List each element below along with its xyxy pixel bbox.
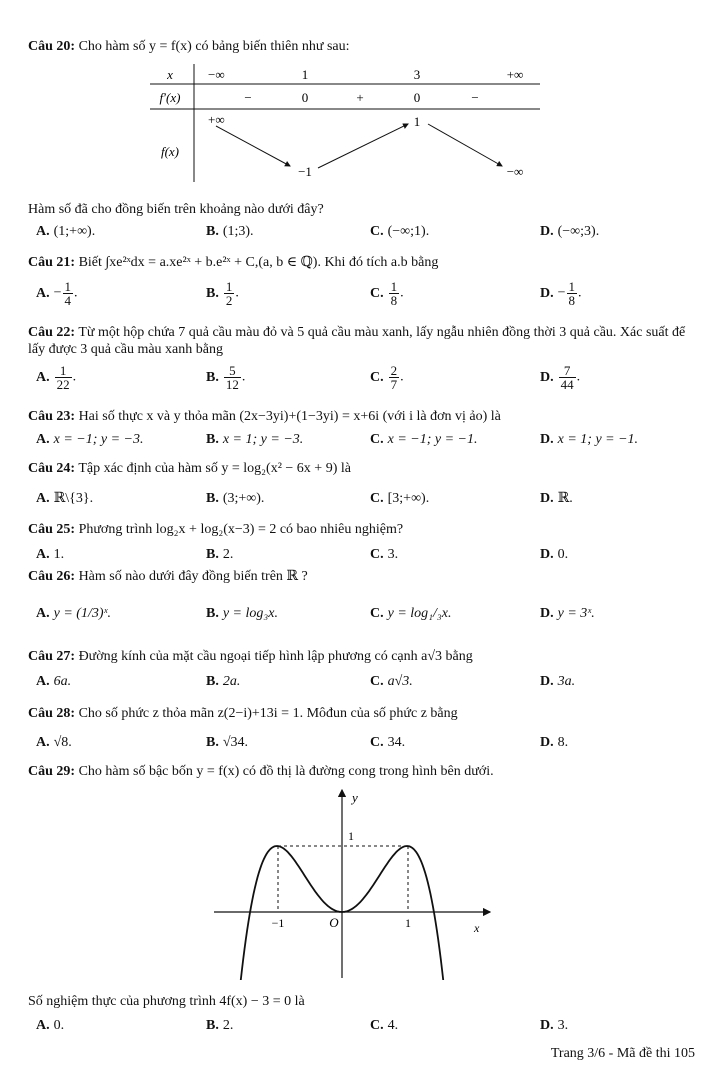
- x-value: +∞: [506, 67, 524, 82]
- option-a[interactable]: A. y = (1/3)ˣ.: [36, 606, 111, 621]
- options-26: [36, 604, 696, 626]
- x-value: 3: [413, 67, 421, 82]
- options-22: [36, 364, 696, 394]
- option-d[interactable]: D. (−∞;3).: [540, 224, 600, 239]
- option-b[interactable]: B. $\frac{5}{12}$ .: [206, 363, 246, 392]
- question-20-prompt: Hàm số đã cho đồng biến trên khoảng nào dưới đây?: [28, 202, 324, 217]
- question-label: Câu 20:: [28, 39, 76, 54]
- question-28: Câu 28: Cho số phức z thỏa mãn z(2−i)+13i = 1. Môđun của số phức z bằng: [28, 706, 458, 721]
- variation-table: [150, 62, 540, 182]
- question-29-prompt: Số nghiệm thực của phương trình 4f(x) − 3 = 0 là: [28, 994, 305, 1009]
- origin-label: O: [329, 915, 339, 930]
- options-23: [36, 430, 696, 452]
- question-22: Câu 22: Từ một hộp chứa 7 quả cầu màu đỏ và 5 quả cầu màu xanh, lấy ngẫu nhiên đồng thời 3 quả cầu. Xác suất để lấy được 3 quả cầu màu xanh bằng: [28, 325, 686, 357]
- f-value: −∞: [506, 164, 524, 179]
- question-24: Câu 24: Tập xác định của hàm số y = log₂(x² − 6x + 9) là: [28, 461, 351, 476]
- option-c[interactable]: C. $\frac{1}{8}$ .: [370, 279, 404, 308]
- decrease-arrow: [428, 124, 502, 166]
- options-27: [36, 672, 696, 694]
- option-d[interactable]: D. 3a.: [540, 674, 576, 689]
- derivative-label: f′(x): [159, 90, 181, 105]
- f-value: 1: [413, 114, 421, 129]
- option-a[interactable]: A. $\frac{1}{22}$ .: [36, 363, 77, 392]
- option-b[interactable]: B. (1;3).: [206, 224, 254, 239]
- question-23: Câu 23: Hai số thực x và y thỏa mãn (2x−3yi)+(1−3yi) = x+6i (với i là đơn vị ảo) là: [28, 409, 501, 424]
- option-c[interactable]: C. y = log₁/₃x.: [370, 606, 452, 621]
- derivative-sign: −: [244, 90, 252, 105]
- derivative-sign: 0: [413, 90, 421, 105]
- option-a[interactable]: A. 0.: [36, 1018, 65, 1033]
- derivative-sign: 0: [301, 90, 309, 105]
- option-d[interactable]: D. $\frac{7}{44}$ .: [540, 363, 581, 392]
- function-label: f(x): [160, 144, 180, 159]
- x-value: 1: [301, 67, 309, 82]
- f-value: −1: [298, 164, 312, 179]
- option-a[interactable]: A. (1;+∞).: [36, 224, 96, 239]
- option-b[interactable]: B. 2a.: [206, 674, 241, 689]
- option-d[interactable]: D. ℝ.: [540, 491, 573, 506]
- y-axis-label: y: [352, 790, 358, 805]
- option-a[interactable]: A. ℝ\{3}.: [36, 491, 94, 506]
- option-d[interactable]: D. 8.: [540, 735, 569, 750]
- option-b[interactable]: B. 2.: [206, 547, 234, 562]
- tick-label: −1: [271, 916, 285, 930]
- options-24: [36, 489, 696, 511]
- increase-arrow: [318, 124, 408, 168]
- option-c[interactable]: C. [3;+∞).: [370, 491, 430, 506]
- option-c[interactable]: C. 4.: [370, 1018, 399, 1033]
- question-25: Câu 25: Phương trình log₂x + log₂(x−3) = 2 có bao nhiêu nghiệm?: [28, 522, 404, 537]
- option-a[interactable]: A. √8.: [36, 735, 72, 750]
- question-27: Câu 27: Đường kính của mặt cầu ngoại tiếp hình lập phương có cạnh a√3 bằng: [28, 649, 473, 664]
- option-a[interactable]: A. x = −1; y = −3.: [36, 432, 144, 447]
- option-a[interactable]: A. − $\frac{1}{4}$ .: [36, 279, 78, 308]
- option-c[interactable]: C. a√3.: [370, 674, 413, 689]
- option-c[interactable]: C. 34.: [370, 735, 406, 750]
- option-b[interactable]: B. x = 1; y = −3.: [206, 432, 304, 447]
- decrease-arrow: [216, 126, 290, 166]
- tick-label: 1: [405, 916, 411, 930]
- x-label: x: [167, 67, 173, 82]
- question-text: Cho hàm số y = f(x) có bảng biến thiên như sau:: [78, 39, 350, 54]
- options-21: [36, 280, 696, 310]
- options-29: [36, 1016, 696, 1038]
- option-b[interactable]: B. (3;+∞).: [206, 491, 265, 506]
- option-a[interactable]: A. 6a.: [36, 674, 72, 689]
- option-d[interactable]: D. 0.: [540, 547, 569, 562]
- option-c[interactable]: C. x = −1; y = −1.: [370, 432, 478, 447]
- derivative-sign: −: [471, 90, 479, 105]
- option-b[interactable]: B. y = log₃x.: [206, 606, 278, 621]
- options-25: [36, 545, 696, 567]
- derivative-sign: +: [356, 90, 364, 105]
- option-d[interactable]: D. − $\frac{1}{8}$ .: [540, 279, 582, 308]
- question-26: Câu 26: Hàm số nào dưới đây đồng biến trên ℝ ?: [28, 569, 308, 584]
- option-d[interactable]: D. y = 3ˣ.: [540, 606, 595, 621]
- page-footer: Trang 3/6 - Mã đề thi 105: [550, 1046, 695, 1061]
- option-c[interactable]: C. 3.: [370, 547, 399, 562]
- option-d[interactable]: D. 3.: [540, 1018, 569, 1033]
- option-c[interactable]: C. $\frac{2}{7}$ .: [370, 363, 404, 392]
- question-29: Câu 29: Cho hàm số bậc bốn y = f(x) có đồ thị là đường cong trong hình bên dưới.: [28, 764, 494, 779]
- option-d[interactable]: D. x = 1; y = −1.: [540, 432, 639, 447]
- option-b[interactable]: B. 2.: [206, 1018, 234, 1033]
- options-28: [36, 733, 696, 755]
- option-b[interactable]: B. $\frac{1}{2}$ .: [206, 279, 239, 308]
- option-b[interactable]: B. √34.: [206, 735, 249, 750]
- option-a[interactable]: A. 1.: [36, 547, 65, 562]
- question-20: [28, 38, 697, 55]
- option-c[interactable]: C. (−∞;1).: [370, 224, 430, 239]
- question-21: Câu 21: Biết ∫xe²ˣdx = a.xe²ˣ + b.e²ˣ + C,(a, b ∈ ℚ). Khi đó tích a.b bằng: [28, 255, 439, 270]
- function-graph: [208, 786, 498, 980]
- f-value: +∞: [208, 112, 225, 127]
- x-value: −∞: [208, 67, 225, 82]
- y-tick-label: 1: [348, 829, 354, 843]
- x-axis-label: x: [474, 921, 480, 935]
- options-20: [36, 222, 696, 244]
